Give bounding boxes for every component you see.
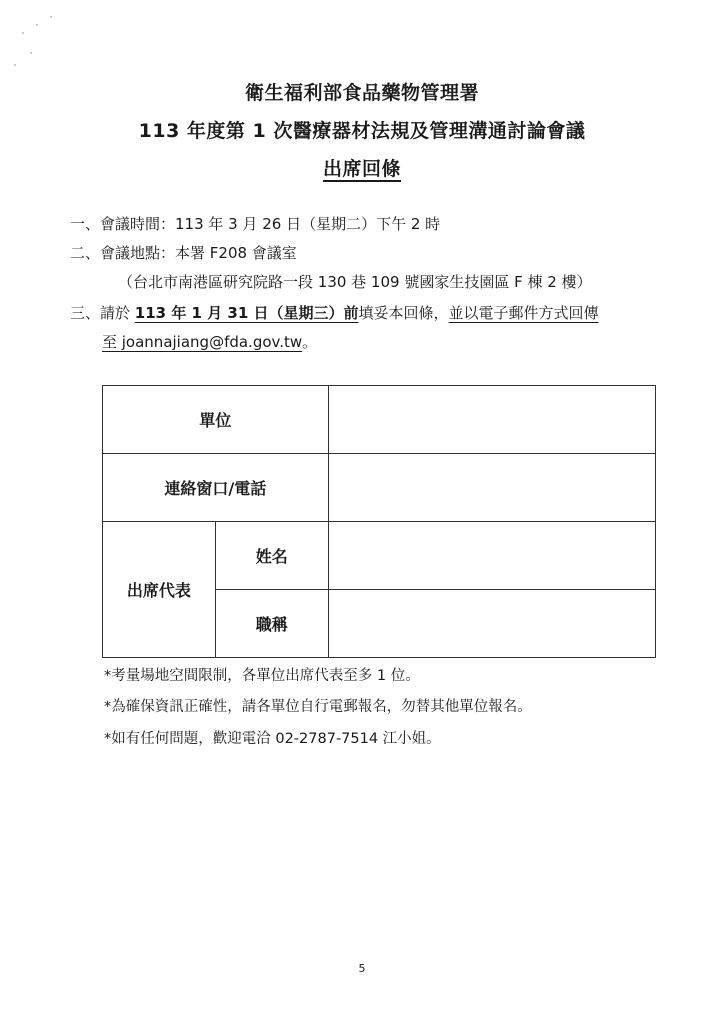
contact-label: 連絡窗口/電話 <box>103 454 329 522</box>
note-contact-phone: *如有任何問題，歡迎電洽 02-2787-7514 江小姐。 <box>104 731 441 747</box>
name-field[interactable] <box>328 522 655 590</box>
job-title-label: 職稱 <box>215 590 328 658</box>
scan-speck <box>50 16 52 18</box>
reply-email: 至 joannajiang@fda.gov.tw <box>102 333 303 351</box>
reply-instruction-item: 三、請於 113 年 1 月 31 日（星期三）前填妥本回條，並以電子郵件方式回傳 <box>69 304 599 322</box>
page-number: 5 <box>358 962 366 975</box>
meeting-title: 113 年度第 1 次醫療器材法規及管理溝通討論會議 <box>138 120 586 142</box>
name-label: 姓名 <box>215 522 328 590</box>
unit-field[interactable] <box>328 386 655 454</box>
reply-email-line: 至 joannajiang@fda.gov.tw。 <box>102 333 318 351</box>
attendance-form-table <box>102 385 656 658</box>
job-title-field[interactable] <box>328 590 655 658</box>
agency-title: 衛生福利部食品藥物管理署 <box>244 82 479 104</box>
scan-speck <box>30 52 32 54</box>
form-title: 出席回條 <box>322 158 401 180</box>
reply-deadline: 113 年 1 月 31 日（星期三）前 <box>134 304 359 322</box>
note-attendee-limit: *考量場地空間限制，各單位出席代表至多 1 位。 <box>104 668 420 684</box>
scan-speck <box>14 64 16 66</box>
scan-speck <box>22 32 24 34</box>
scan-speck <box>36 24 38 26</box>
attendee-label: 出席代表 <box>103 522 216 658</box>
meeting-location-item: 二、會議地點：本署 F208 會議室 <box>69 244 297 262</box>
meeting-time-item: 一、會議時間：113 年 3 月 26 日（星期二）下午 2 時 <box>69 215 441 233</box>
note-registration: *為確保資訊正確性，請各單位自行電郵報名，勿替其他單位報名。 <box>104 699 532 715</box>
unit-label: 單位 <box>103 386 329 454</box>
meeting-address: （台北市南港區研究院路一段 130 巷 109 號國家生技園區 F 棟 2 樓） <box>118 273 592 291</box>
contact-field[interactable] <box>328 454 655 522</box>
